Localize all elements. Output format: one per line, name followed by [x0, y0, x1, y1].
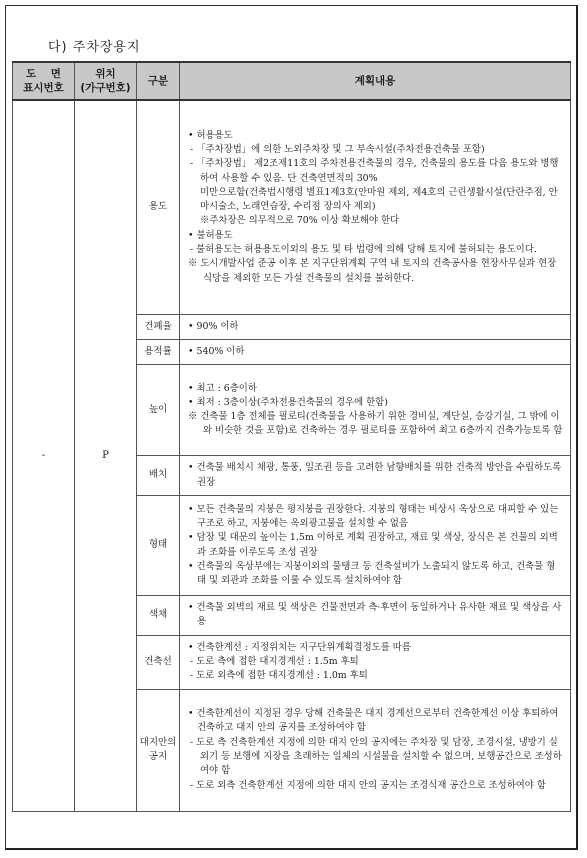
row-category: 용적률 — [137, 339, 180, 364]
row-plan-content — [180, 635, 571, 689]
row-plan-content — [180, 689, 571, 811]
row-category: 대지안의 공지 — [137, 689, 180, 811]
row-category: 건폐율 — [137, 314, 180, 339]
sub-item: - 도로 측에 접한 대지경계선 : 1.5m 후퇴 — [190, 655, 359, 667]
sub-item: - 불허용도는 허용용도이외의 용도 및 타 법령에 의해 당해 토지에 불허되는 용도이다. — [190, 243, 537, 255]
bullet-item: • 최저 : 3층이상(주차전용건축물의 경우에 한함) — [188, 396, 388, 408]
header-plan: 계획내용 — [180, 62, 571, 100]
bullet-item: • 540% 이하 — [188, 345, 245, 357]
bullet-item: • 건축한계선 : 지정위치는 지구단위계획결정도를 따름 — [188, 641, 411, 653]
row-plan-content — [180, 596, 571, 636]
sub-item: - 「주차장법」에 의한 노외주차장 및 그 부속시설(주차전용건축물 포함) — [190, 143, 485, 155]
row-plan-content — [180, 496, 571, 596]
bullet-item: • 담장 및 대문의 높이는 1.5m 이하로 계획 권장하고, 재료 및 색상, 장식은 본 건물의 외벽과 조화를 이루도록 조성 권장 — [188, 532, 558, 558]
row-plan-content — [180, 365, 571, 456]
bullet-item: • 모든 건축물의 지붕은 평지붕을 권장한다. 지붕의 형태는 비상시 옥상으로 대피할 수 있는 구조로 하고, 지붕에는 옥외광고물을 설치할 수 없음 — [188, 503, 559, 529]
bullet-item: • 건축물 배치시 채광, 통풍, 일조권 등을 고려한 남향배치를 위한 건축적 방안을 수립하도록 권장 — [188, 462, 562, 488]
sub-item: - 도로 외측 건축한계선 지정에 의한 대지 안의 공지는 조경식재 공간으로 조성하여야 함 — [190, 779, 546, 791]
row-category: 배치 — [137, 456, 180, 496]
row-category: 건축선 — [137, 635, 180, 689]
drawing-no-value: - — [13, 100, 75, 811]
bullet-item: • 건축물의 옥상부에는 지붕이외의 물탱크 등 건축설비가 노출되지 않도록 하고, 건축물 형태 및 외관과 조화를 이룰 수 있도록 설치하여야 함 — [188, 560, 556, 587]
bullet-item: • 허용용도 — [188, 129, 233, 141]
parking-lot-plan-table — [12, 61, 571, 812]
sub-item: - 도로 측 건축한계선 지정에 의한 대지 안의 공지에는 주차장 및 담장, 조경시설, 냉방기 실외기 등 보행에 지장을 초래하는 일체의 시설물을 설치할 수 없으며, 보행공간으로 조성하여야 함 — [190, 736, 562, 777]
sub-item: 미만으로함(건축법시행령 별표1제3호(안마원 제외, 제4호의 근린생활시설(단란주점, 안마시술소, 노래연습장, 수리점 장의사 제외) — [200, 186, 558, 213]
note-item: ※ 도시개발사업 준공 이후 본 지구단위계획 구역 내 토지의 건축공사용 현장사무실과 현장식당을 제외한 모든 가설 건축물의 설치를 불허한다. — [188, 258, 557, 284]
row-category: 색채 — [137, 596, 180, 636]
location-value: P — [75, 100, 137, 811]
bullet-item: • 최고 : 6층이하 — [188, 382, 257, 394]
row-plan-content — [180, 339, 571, 364]
sub-item: - 도로 외측에 접한 대지경계선 : 1.0m 후퇴 — [190, 670, 368, 682]
section-title: 다) 주차장용지 — [48, 40, 141, 55]
row-category: 형태 — [137, 496, 180, 596]
row-category: 용도 — [137, 100, 180, 314]
bullet-item: • 건축물 외벽의 재료 및 색상은 건물전면과 측·후면이 동일하거나 유사한 재료 및 색상을 사용 — [188, 602, 562, 628]
bullet-item: • 건축한계선이 지정된 경우 당해 건축물은 대지 경계선으로부터 건축한계선 이상 후퇴하여 건축하고 대지 안의 공지를 조성하여야 함 — [188, 708, 559, 734]
table-row — [13, 100, 571, 314]
table-header-row — [13, 62, 571, 100]
note-item: ※ 건축물 1층 전체를 필로티(건축물을 사용하기 위한 경비실, 계단실, 승강기실, 그 밖에 이와 비슷한 것을 포함)로 건축하는 경우 필로티를 포함하여 최고 6층까지 건축가능토록 함 — [188, 411, 563, 437]
bullet-item: • 불허용도 — [188, 229, 233, 241]
row-category: 높이 — [137, 365, 180, 456]
header-category: 구분 — [137, 62, 180, 100]
header-location: 위치 (가구번호) — [75, 62, 137, 100]
sub-item: ※주차장은 의무적으로 70% 이상 확보해야 한다 — [200, 215, 400, 227]
bullet-item: • 90% 이하 — [188, 320, 239, 332]
row-plan-content — [180, 100, 571, 314]
header-drawing-no: 도 면 표시번호 — [13, 62, 75, 100]
row-plan-content — [180, 314, 571, 339]
row-plan-content — [180, 456, 571, 496]
sub-item: - 「주차장법」 제2조제11호의 주차전용건축물의 경우, 건축물의 용도를 다음 용도와 병행하여 사용할 수 있음. 단 건축연면적의 30% — [190, 158, 559, 184]
